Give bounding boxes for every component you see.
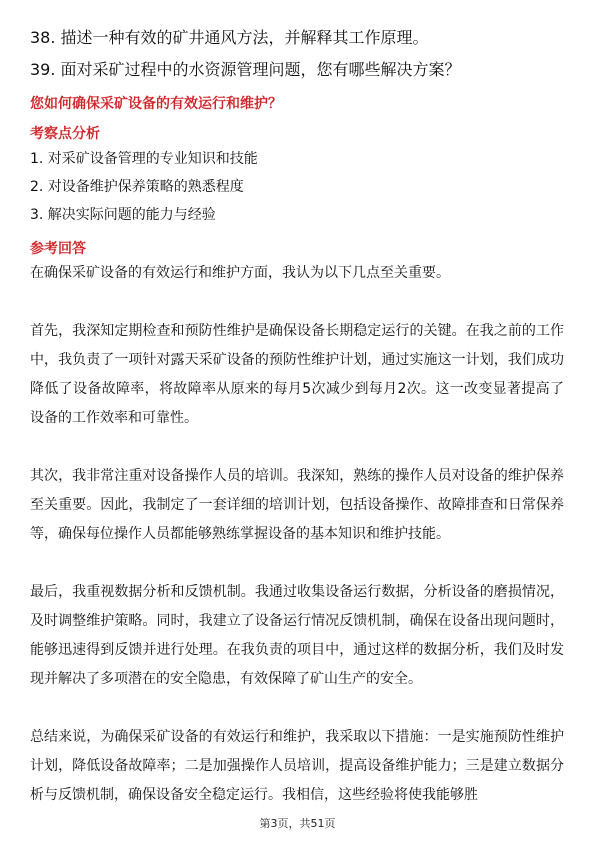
main-question-title: 您如何确保采矿设备的有效运行和维护？ [30,96,282,112]
answer-paragraph-second: 其次，我非常注重对设备操作人员的培训。我深知，熟练的操作人员对设备的维护保养至关重要。因此，我制定了一套详细的培训计划，包括设备操作、故障排查和日常保养等，确保每位操作人员都能够熟练掌握设备的基本知识和维护技能。 [30,468,564,542]
answer-paragraph-summary: 总结来说，为确保采矿设备的有效运行和维护，我采取以下措施：一是实施预防性维护计划，降低设备故障率；二是加强操作人员培训，提高设备维护能力；三是建立数据分析与反馈机制，确保设备安全稳定运行。我相信，这些经验将使我能够胜 [30,729,564,803]
page-number-footer: 第3页，共51页 [259,817,336,830]
question-38: 38. 描述一种有效的矿井通风方法，并解释其工作原理。 [30,28,429,47]
focus-point: 3. 解决实际问题的能力与经验 [30,207,216,223]
answer-paragraph-last: 最后，我重视数据分析和反馈机制。我通过收集设备运行数据，分析设备的磨损情况，及时调整维护策略。同时，我建立了设备运行情况反馈机制，确保在设备出现问题时，能够迅速得到反馈并进行处理。在我负责的项目中，通过这样的数据分析，我们及时发现并解决了多项潜在的安全隐患，有效保障了矿山生产的安全。 [30,584,564,687]
answer-body [30,259,564,839]
answer-paragraph-first: 首先，我深知定期检查和预防性维护是确保设备长期稳定运行的关键。在我之前的工作中，我负责了一项针对露天采矿设备的预防性维护计划，通过实施这一计划，我们成功降低了设备故障率，将故障率从原来的每月5次减少到每月2次。这一改变显著提高了设备的工作效率和可靠性。 [30,323,564,426]
focus-point: 2. 对设备维护保养策略的熟悉程度 [30,179,244,195]
question-39: 39. 面对采矿过程中的水资源管理问题，您有哪些解决方案？ [30,60,461,79]
focus-point: 1. 对采矿设备管理的专业知识和技能 [30,151,258,167]
focus-analysis-heading: 考察点分析 [30,126,100,142]
focus-points-list [30,149,258,233]
reference-answer-heading: 参考回答 [30,241,86,257]
answer-paragraph-intro: 在确保采矿设备的有效运行和维护方面，我认为以下几点至关重要。 [30,265,450,281]
